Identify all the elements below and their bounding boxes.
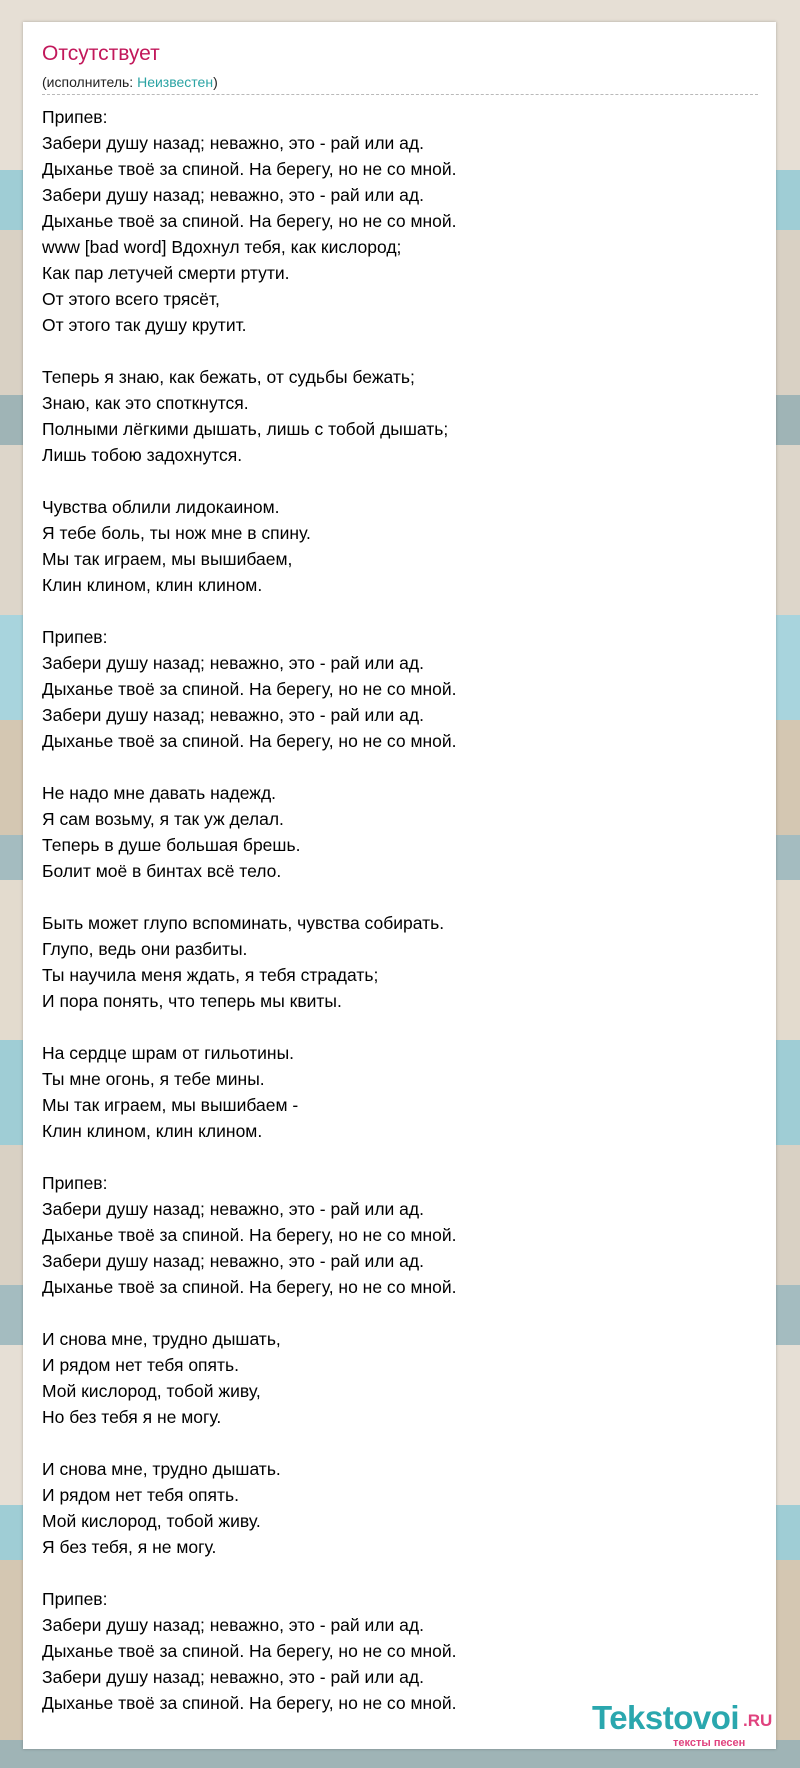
lyric-line: И снова мне, трудно дышать. [42,1459,281,1479]
lyric-line: Но без тебя я не могу. [42,1407,222,1427]
lyric-line [42,1560,742,1586]
lyrics-text [42,104,742,1716]
logo-tld: .RU [743,1711,773,1730]
lyric-line: Теперь я знаю, как бежать, от судьбы бежать; [42,367,415,387]
lyric-line: Припев: [42,627,108,647]
lyric-line: И снова мне, трудно дышать, [42,1329,281,1349]
lyric-line: Клин клином, клин клином. [42,1121,263,1141]
lyric-line: Дыханье твоё за спиной. На берегу, но не со мной. [42,1641,457,1661]
lyric-line: Мой кислород, тобой живу, [42,1381,261,1401]
lyric-line: Дыханье твоё за спиной. На берегу, но не со мной. [42,159,457,179]
lyric-line: Теперь в душе большая брешь. [42,835,301,855]
header-divider [42,94,758,95]
lyric-line: Мы так играем, мы вышибаем, [42,549,293,569]
lyric-line: Забери душу назад; неважно, это - рай или ад. [42,133,424,153]
lyric-line [42,1144,742,1170]
lyric-line: Дыханье твоё за спиной. На берегу, но не со мной. [42,1225,457,1245]
lyric-line: На сердце шрам от гильотины. [42,1043,295,1063]
lyric-line [42,598,742,624]
lyric-line: И рядом нет тебя опять. [42,1485,239,1505]
lyric-line: Чувства облили лидокаином. [42,497,280,517]
lyric-line: Не надо мне давать надежд. [42,783,277,803]
lyric-line [42,1014,742,1040]
lyric-line: Забери душу назад; неважно, это - рай или ад. [42,1251,424,1271]
lyric-line: Я тебе боль, ты нож мне в спину. [42,523,311,543]
lyric-line: Клин клином, клин клином. [42,575,263,595]
lyric-line [42,1430,742,1456]
lyric-line: Забери душу назад; неважно, это - рай или ад. [42,705,424,725]
lyric-line: Забери душу назад; неважно, это - рай или ад. [42,185,424,205]
lyric-line: Как пар летучей смерти ртути. [42,263,290,283]
lyric-line: Ты научила меня ждать, я тебя страдать; [42,965,379,985]
lyric-line [42,884,742,910]
lyric-line: Быть может глупо вспоминать, чувства собирать. [42,913,445,933]
artist-line [42,74,218,90]
lyric-line: Ты мне огонь, я тебе мины. [42,1069,265,1089]
lyric-line: Припев: [42,107,108,127]
lyric-line: Припев: [42,1589,108,1609]
lyric-line: Глупо, ведь они разбиты. [42,939,248,959]
lyric-line: Лишь тобою задохнутся. [42,445,243,465]
lyric-line: Забери душу назад; неважно, это - рай или ад. [42,1199,424,1219]
lyric-line: Мой кислород, тобой живу. [42,1511,261,1531]
lyric-line: Дыханье твоё за спиной. На берегу, но не со мной. [42,211,457,231]
lyric-line: Знаю, как это споткнутся. [42,393,249,413]
lyric-line: И рядом нет тебя опять. [42,1355,239,1375]
artist-prefix: (исполнитель: [42,74,138,90]
lyric-line: Припев: [42,1173,108,1193]
lyric-line [42,754,742,780]
lyric-line: Забери душу назад; неважно, это - рай или ад. [42,653,424,673]
lyric-line [42,468,742,494]
lyric-line: И пора понять, что теперь мы квиты. [42,991,342,1011]
lyric-line: Забери душу назад; неважно, это - рай или ад. [42,1667,424,1687]
lyric-line: Болит моё в бинтах всё тело. [42,861,282,881]
lyric-line: От этого так душу крутит. [42,315,247,335]
lyric-line: Мы так играем, мы вышибаем - [42,1095,299,1115]
lyric-line: Я без тебя, я не могу. [42,1537,217,1557]
lyric-line: Дыханье твоё за спиной. На берегу, но не со мной. [42,731,457,751]
lyric-line: Полными лёгкими дышать, лишь с тобой дышать; [42,419,449,439]
song-title: Отсутствует [42,42,160,65]
lyric-line: Дыханье твоё за спиной. На берегу, но не со мной. [42,1693,457,1713]
lyric-line: Дыханье твоё за спиной. На берегу, но не со мной. [42,1277,457,1297]
logo-tagline: тексты песен [673,1737,746,1749]
lyric-line: Дыханье твоё за спиной. На берегу, но не со мной. [42,679,457,699]
lyric-line: www [bad word] Вдохнул тебя, как кислород; [42,237,402,257]
lyric-line: От этого всего трясёт, [42,289,220,309]
lyric-line: Забери душу назад; неважно, это - рай или ад. [42,1615,424,1635]
lyric-line [42,338,742,364]
logo-name: Tekstovoi [592,1699,740,1736]
lyrics-card [23,22,776,1749]
site-logo[interactable] [568,1699,783,1749]
artist-suffix: ) [213,74,218,90]
lyric-line: Я сам возьму, я так уж делал. [42,809,284,829]
artist-link[interactable]: Неизвестен [137,74,214,90]
lyric-line [42,1300,742,1326]
